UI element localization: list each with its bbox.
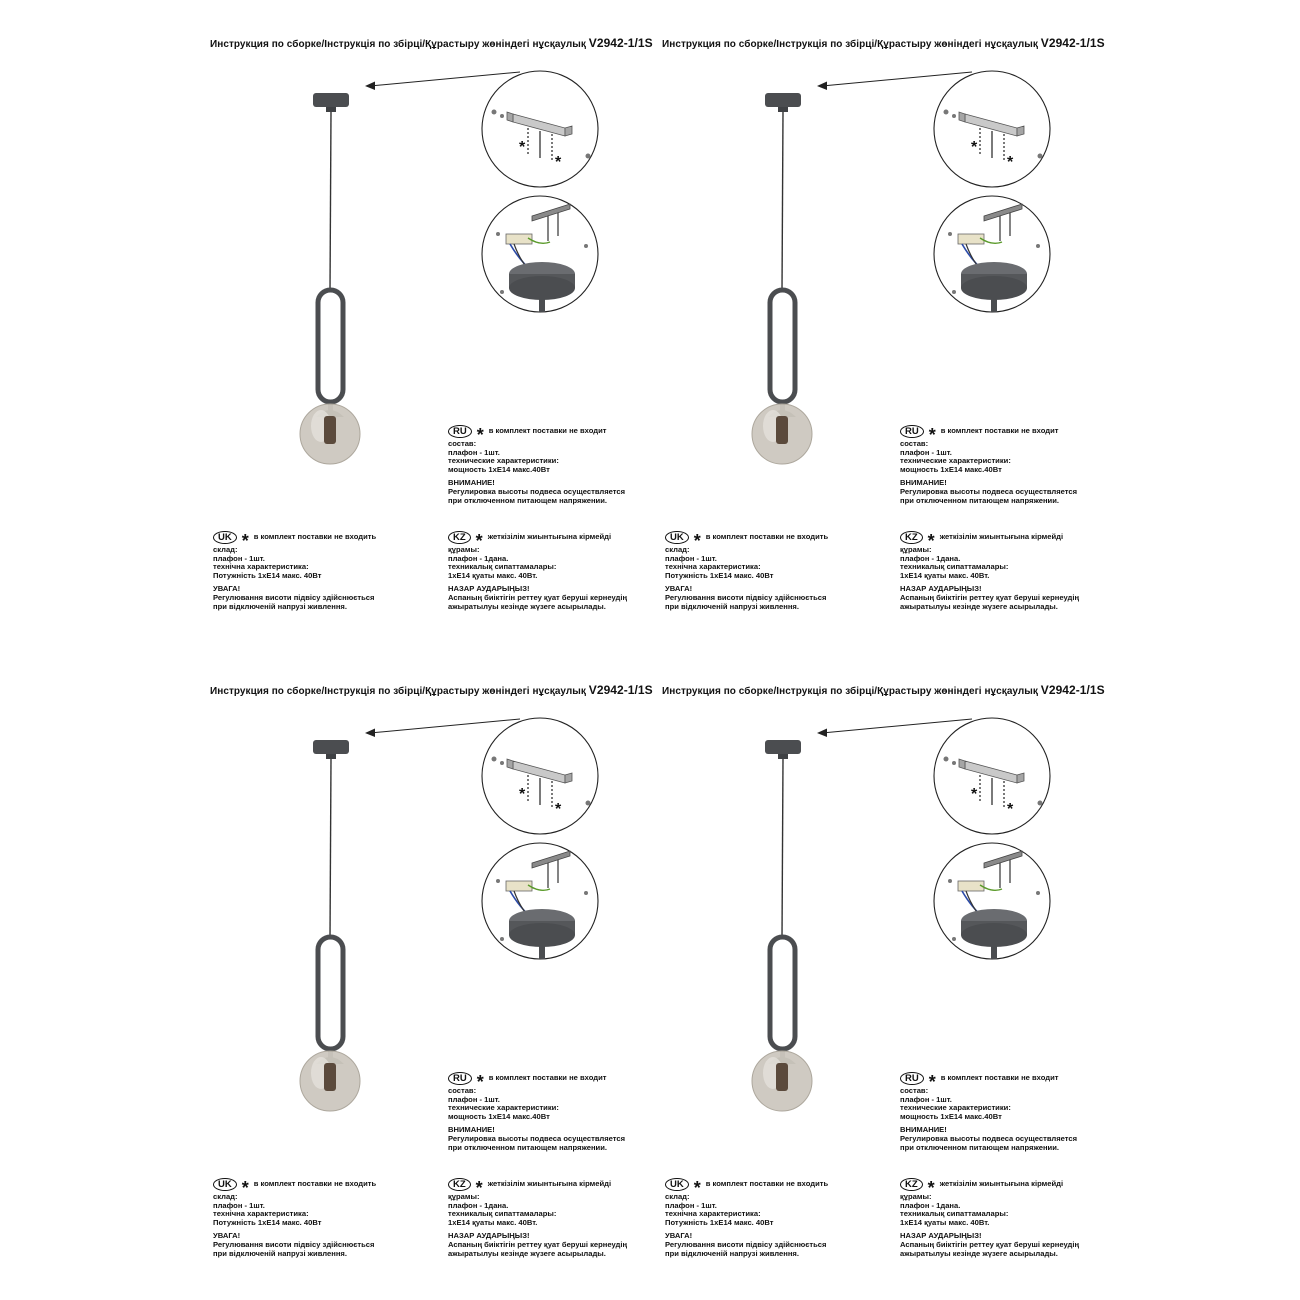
oval-frame [770, 937, 795, 1049]
oval-frame [318, 937, 343, 1049]
model-number: V2942-1/1S [1040, 683, 1105, 697]
canopy-neck [778, 107, 788, 112]
model-number: V2942-1/1S [588, 683, 653, 697]
bulb-holder [324, 416, 336, 444]
canopy-neck [326, 754, 336, 759]
model-number: V2942-1/1S [1040, 36, 1105, 50]
note-text: в комплект поставки не входить [705, 1179, 829, 1189]
note-text: жеткізілім жиынтығына кірмейді [939, 1179, 1064, 1189]
asterisk-mark: * [1007, 154, 1014, 171]
lang-badge-uk: UK [665, 1178, 689, 1191]
instruction-panel-2 [662, 36, 1112, 636]
section-uk: UK * в комплект поставки не входить склад: плафон - 1шт. технічна характеристика: Потужність 1хЕ14 макс. 40Вт УВАГА! Регулювання висоти підвісу здійснюється при відключеній напрузі живлення. [213, 530, 377, 611]
instruction-panel-1 [210, 36, 660, 636]
suspension-cord [782, 759, 783, 938]
panel-title: Инструкция по сборке/Інструкція по збірці/Құрастыру жөніндегі нұсқаулық V2942-1/1S [662, 36, 1105, 50]
asterisk-icon: * [693, 1177, 701, 1198]
section-ru: RU * в комплект поставки не входит состав: плафон - 1шт. технические характеристики: мощность 1хЕ14 макс.40Вт ВНИМАНИЕ! Регулировка высоты подвеса осуществляется при отключенном питающем напряжении. [448, 424, 626, 505]
section-kz: KZ * жеткізілім жиынтығына кірмейді құрамы: плафон - 1дана. техникалық сипаттамалары: 1хЕ14 қуаты макс. 40Вт. НАЗАР АУДАРЫҢЫЗ! Аспаның биіктігін реттеу қуат беруші кернеудің ажыратылуы кезінде жүзеге асырылады. [448, 1177, 628, 1258]
asterisk-mark: * [555, 154, 562, 171]
model-number: V2942-1/1S [588, 36, 653, 50]
detail-circle-wiring [482, 196, 598, 312]
leader-arrow-line [370, 719, 520, 733]
lang-badge-kz: KZ [900, 1178, 923, 1191]
ceiling-canopy [313, 93, 349, 107]
leader-arrow-line [370, 72, 520, 86]
leader-arrow-head [365, 729, 375, 738]
asterisk-icon: * [928, 424, 936, 445]
lang-badge-uk: UK [665, 531, 689, 544]
suspension-cord [782, 112, 783, 291]
lang-badge-ru: RU [900, 1072, 924, 1085]
leader-arrow-head [817, 82, 827, 91]
note-text: в комплект поставки не входит [940, 1073, 1059, 1083]
lang-badge-kz: KZ [900, 531, 923, 544]
bulb-holder [324, 1063, 336, 1091]
panel-title: Инструкция по сборке/Інструкція по збірці/Құрастыру жөніндегі нұсқаулық V2942-1/1S [210, 683, 653, 697]
detail-circle-wiring [934, 843, 1050, 959]
lang-badge-kz: KZ [448, 531, 471, 544]
leader-arrow-head [817, 729, 827, 738]
note-text: в комплект поставки не входит [488, 1073, 607, 1083]
leader-arrow-head [365, 82, 375, 91]
note-text: в комплект поставки не входить [253, 532, 377, 542]
ceiling-canopy [765, 740, 801, 754]
panel-title: Инструкция по сборке/Інструкція по збірці/Құрастыру жөніндегі нұсқаулық V2942-1/1S [662, 683, 1105, 697]
section-kz: KZ * жеткізілім жиынтығына кірмейді құрамы: плафон - 1дана. техникалық сипаттамалары: 1хЕ14 қуаты макс. 40Вт. НАЗАР АУДАРЫҢЫЗ! Аспаның биіктігін реттеу қуат беруші кернеудің ажыратылуы кезінде жүзеге асырылады. [900, 530, 1080, 611]
detail-circle-bracket [934, 71, 1050, 187]
asterisk-mark: * [555, 801, 562, 818]
asterisk-icon: * [927, 1177, 935, 1198]
asterisk-mark: * [971, 139, 978, 156]
note-text: жеткізілім жиынтығына кірмейді [939, 532, 1064, 542]
section-kz: KZ * жеткізілім жиынтығына кірмейді құрамы: плафон - 1дана. техникалық сипаттамалары: 1хЕ14 қуаты макс. 40Вт. НАЗАР АУДАРЫҢЫЗ! Аспаның биіктігін реттеу қуат беруші кернеудің ажыратылуы кезінде жүзеге асырылады. [448, 530, 628, 611]
asterisk-icon: * [476, 424, 484, 445]
lang-badge-uk: UK [213, 1178, 237, 1191]
asterisk-mark: * [971, 786, 978, 803]
panel-title: Инструкция по сборке/Інструкція по збірці/Құрастыру жөніндегі нұсқаулық V2942-1/1S [210, 36, 653, 50]
instruction-panel-3 [210, 683, 660, 1283]
asterisk-mark: * [519, 139, 526, 156]
asterisk-icon: * [927, 530, 935, 551]
ceiling-canopy [765, 93, 801, 107]
lang-badge-kz: KZ [448, 1178, 471, 1191]
detail-circle-wiring [482, 843, 598, 959]
asterisk-icon: * [475, 530, 483, 551]
asterisk-icon: * [476, 1071, 484, 1092]
note-text: в комплект поставки не входить [705, 532, 829, 542]
bulb-holder [776, 416, 788, 444]
section-ru: RU * в комплект поставки не входит состав: плафон - 1шт. технические характеристики: мощность 1хЕ14 макс.40Вт ВНИМАНИЕ! Регулировка высоты подвеса осуществляется при отключенном питающем напряжении. [900, 1071, 1078, 1152]
lang-badge-uk: UK [213, 531, 237, 544]
section-uk: UK * в комплект поставки не входить склад: плафон - 1шт. технічна характеристика: Потужність 1хЕ14 макс. 40Вт УВАГА! Регулювання висоти підвісу здійснюється при відключеній напрузі живлення. [665, 530, 829, 611]
lang-badge-ru: RU [448, 1072, 472, 1085]
section-uk: UK * в комплект поставки не входить склад: плафон - 1шт. технічна характеристика: Потужність 1хЕ14 макс. 40Вт УВАГА! Регулювання висоти підвісу здійснюється при відключеній напрузі живлення. [665, 1177, 829, 1258]
note-text: в комплект поставки не входить [253, 1179, 377, 1189]
asterisk-icon: * [241, 1177, 249, 1198]
canopy-neck [778, 754, 788, 759]
note-text: в комплект поставки не входит [940, 426, 1059, 436]
bulb-holder [776, 1063, 788, 1091]
suspension-cord [330, 112, 331, 291]
instruction-panel-4 [662, 683, 1112, 1283]
detail-circle-bracket [482, 71, 598, 187]
detail-circle-wiring [934, 196, 1050, 312]
oval-frame [770, 290, 795, 402]
asterisk-mark: * [519, 786, 526, 803]
leader-arrow-line [822, 719, 972, 733]
asterisk-mark: * [1007, 801, 1014, 818]
section-ru: RU * в комплект поставки не входит состав: плафон - 1шт. технические характеристики: мощность 1хЕ14 макс.40Вт ВНИМАНИЕ! Регулировка высоты подвеса осуществляется при отключенном питающем напряжении. [448, 1071, 626, 1152]
section-ru: RU * в комплект поставки не входит состав: плафон - 1шт. технические характеристики: мощность 1хЕ14 макс.40Вт ВНИМАНИЕ! Регулировка высоты подвеса осуществляется при отключенном питающем напряжении. [900, 424, 1078, 505]
lang-badge-ru: RU [900, 425, 924, 438]
canopy-neck [326, 107, 336, 112]
oval-frame [318, 290, 343, 402]
note-text: жеткізілім жиынтығына кірмейді [487, 1179, 612, 1189]
asterisk-icon: * [475, 1177, 483, 1198]
section-uk: UK * в комплект поставки не входить склад: плафон - 1шт. технічна характеристика: Потужність 1хЕ14 макс. 40Вт УВАГА! Регулювання висоти підвісу здійснюється при відключеній напрузі живлення. [213, 1177, 377, 1258]
asterisk-icon: * [693, 530, 701, 551]
leader-arrow-line [822, 72, 972, 86]
detail-circle-bracket [934, 718, 1050, 834]
section-kz: KZ * жеткізілім жиынтығына кірмейді құрамы: плафон - 1дана. техникалық сипаттамалары: 1хЕ14 қуаты макс. 40Вт. НАЗАР АУДАРЫҢЫЗ! Аспаның биіктігін реттеу қуат беруші кернеудің ажыратылуы кезінде жүзеге асырылады. [900, 1177, 1080, 1258]
note-text: в комплект поставки не входит [488, 426, 607, 436]
ceiling-canopy [313, 740, 349, 754]
asterisk-icon: * [241, 530, 249, 551]
asterisk-icon: * [928, 1071, 936, 1092]
note-text: жеткізілім жиынтығына кірмейді [487, 532, 612, 542]
suspension-cord [330, 759, 331, 938]
detail-circle-bracket [482, 718, 598, 834]
lang-badge-ru: RU [448, 425, 472, 438]
